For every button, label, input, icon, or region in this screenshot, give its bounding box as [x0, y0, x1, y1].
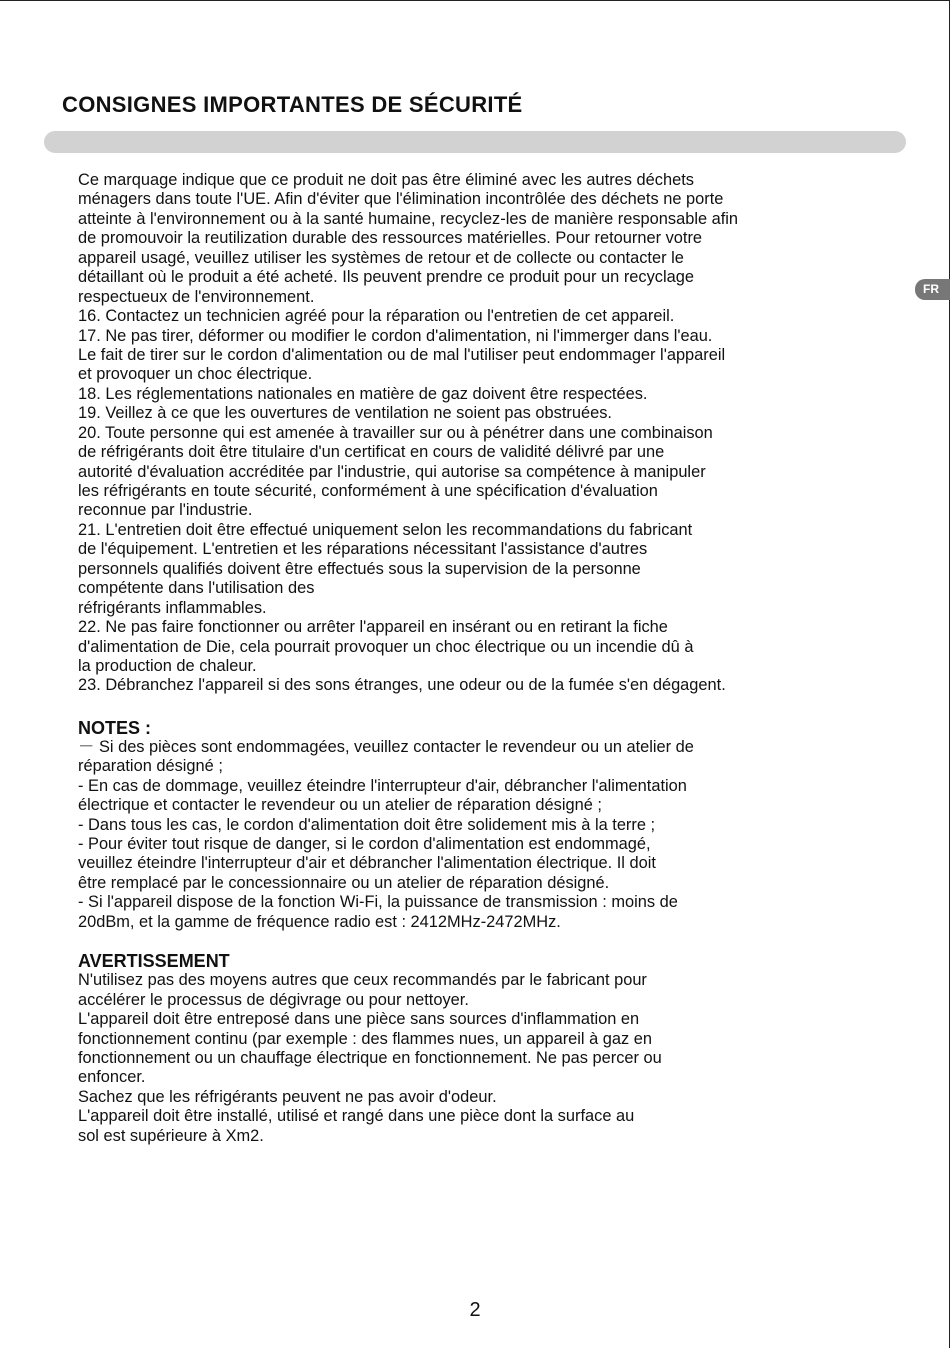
language-tab: FR [915, 279, 950, 300]
body-line: ménagers dans toute l'UE. Afin d'éviter que l'élimination incontrôlée des déchets ne porte [78, 190, 724, 209]
body-line: 23. Débranchez l'appareil si des sons étranges, une odeur ou de la fumée s'en dégagent. [78, 676, 726, 695]
body-line: d'alimentation de Die, cela pourrait provoquer un choc électrique ou un incendie dû à [78, 637, 694, 656]
warning-line: accélérer le processus de dégivrage ou pour nettoyer. [78, 990, 469, 1009]
warning-line: Sachez que les réfrigérants peuvent ne pas avoir d'odeur. [78, 1087, 497, 1106]
body-line: appareil usagé, veuillez utiliser les systèmes de retour et de collecte ou contacter le [78, 248, 684, 267]
body-line: autorité d'évaluation accréditée par l'industrie, qui autorise sa compétence à manipuler [78, 462, 706, 481]
body-line: détaillant où le produit a été acheté. Ils peuvent prendre ce produit pour un recyclage [78, 268, 694, 287]
body-line: 18. Les réglementations nationales en matière de gaz doivent être respectées. [78, 384, 648, 403]
warning-section [78, 951, 888, 1146]
page-title: CONSIGNES IMPORTANTES DE SÉCURITÉ [62, 92, 523, 117]
body-line: respectueux de l'environnement. [78, 287, 315, 306]
safety-instructions [78, 171, 888, 696]
body-line: et provoquer un choc électrique. [78, 365, 313, 384]
notes-line: - Dans tous les cas, le cordon d'alimentation doit être solidement mis à la terre ; [78, 815, 656, 834]
notes-line: veuillez éteindre l'interrupteur d'air et débrancher l'alimentation électrique. Il doit [78, 854, 656, 873]
body-line: de l'équipement. L'entretien et les réparations nécessitant l'assistance d'autres [78, 540, 648, 559]
section-spacer [78, 932, 888, 951]
body-line: de promouvoir la reutilization durable des ressources matérielles. Pour retourner votre [78, 229, 703, 248]
body-line: 20. Toute personne qui est amenée à travailler sur ou à pénétrer dans une combinaison [78, 423, 713, 442]
notes-line: électrique et contacter le revendeur ou un atelier de réparation désigné ; [78, 796, 602, 815]
body-line: compétente dans l'utilisation des [78, 579, 315, 598]
body-line: de réfrigérants doit être titulaire d'un certificat en cours de validité délivré par une [78, 443, 665, 462]
notes-line: 20dBm, et la gamme de fréquence radio est : 2412MHz-2472MHz. [78, 912, 561, 931]
body-line: 22. Ne pas faire fonctionner ou arrêter l'appareil en insérant ou en retirant la fiche [78, 618, 668, 637]
notes-line: － Si des pièces sont endommagées, veuillez contacter le revendeur ou un atelier de [78, 737, 694, 756]
body-line: 17. Ne pas tirer, déformer ou modifier le cordon d'alimentation, ni l'immerger dans l'eau. [78, 326, 713, 345]
notes-line: - En cas de dommage, veuillez éteindre l'interrupteur d'air, débrancher l'alimentation [78, 776, 687, 795]
warning-line: L'appareil doit être entreposé dans une pièce sans sources d'inflammation en [78, 1010, 640, 1029]
body-line: les réfrigérants en toute sécurité, conformément à une spécification d'évaluation [78, 482, 658, 500]
title-underline-bar [44, 131, 906, 153]
body-line: Le fait de tirer sur le cordon d'alimentation ou de mal l'utiliser peut endommager l'appareil [78, 345, 726, 364]
body-line: atteinte à l'environnement ou à la santé humaine, recyclez-les de manière responsable afin [78, 209, 739, 228]
warning-line: L'appareil doit être installé, utilisé et rangé dans une pièce dont la surface au [78, 1107, 635, 1126]
body-line: Ce marquage indique que ce produit ne doit pas être éliminé avec les autres déchets [78, 171, 694, 189]
notes-line: réparation désigné ; [78, 757, 223, 776]
body-line: 21. L'entretien doit être effectué uniquement selon les recommandations du fabricant [78, 520, 693, 539]
warning-line: enfoncer. [78, 1068, 146, 1087]
notes-line: être remplacé par le concessionnaire ou un atelier de réparation désigné. [78, 873, 610, 892]
warning-line: sol est supérieure à Xm2. [78, 1126, 264, 1145]
warning-line: fonctionnement ou un chauffage électrique en fonctionnement. Ne pas percer ou [78, 1048, 662, 1067]
body-line: 19. Veillez à ce que les ouvertures de ventilation ne soient pas obstruées. [78, 404, 612, 423]
body-line: réfrigérants inflammables. [78, 598, 267, 617]
section-spacer [78, 696, 888, 718]
page-number: 2 [469, 1299, 481, 1321]
notes-section [78, 718, 888, 932]
notes-line: - Si l'appareil dispose de la fonction Wi-Fi, la puissance de transmission : moins de [78, 893, 678, 912]
document-body [78, 171, 888, 1146]
body-line: 16. Contactez un technicien agréé pour la réparation ou l'entretien de cet appareil. [78, 307, 675, 326]
body-line: la production de chaleur. [78, 656, 257, 675]
notes-line: - Pour éviter tout risque de danger, si le cordon d'alimentation est endommagé, [78, 835, 651, 853]
page-top-border [0, 0, 949, 1]
warning-heading: AVERTISSEMENT [78, 951, 230, 972]
warning-line: N'utilisez pas des moyens autres que ceux recommandés par le fabricant pour [78, 971, 647, 990]
body-line: reconnue par l'industrie. [78, 501, 253, 520]
notes-heading: NOTES : [78, 717, 152, 738]
body-line: personnels qualifiés doivent être effectués sous la supervision de la personne [78, 559, 641, 578]
warning-line: fonctionnement continu (par exemple : des flammes nues, un appareil à gaz en [78, 1029, 653, 1048]
